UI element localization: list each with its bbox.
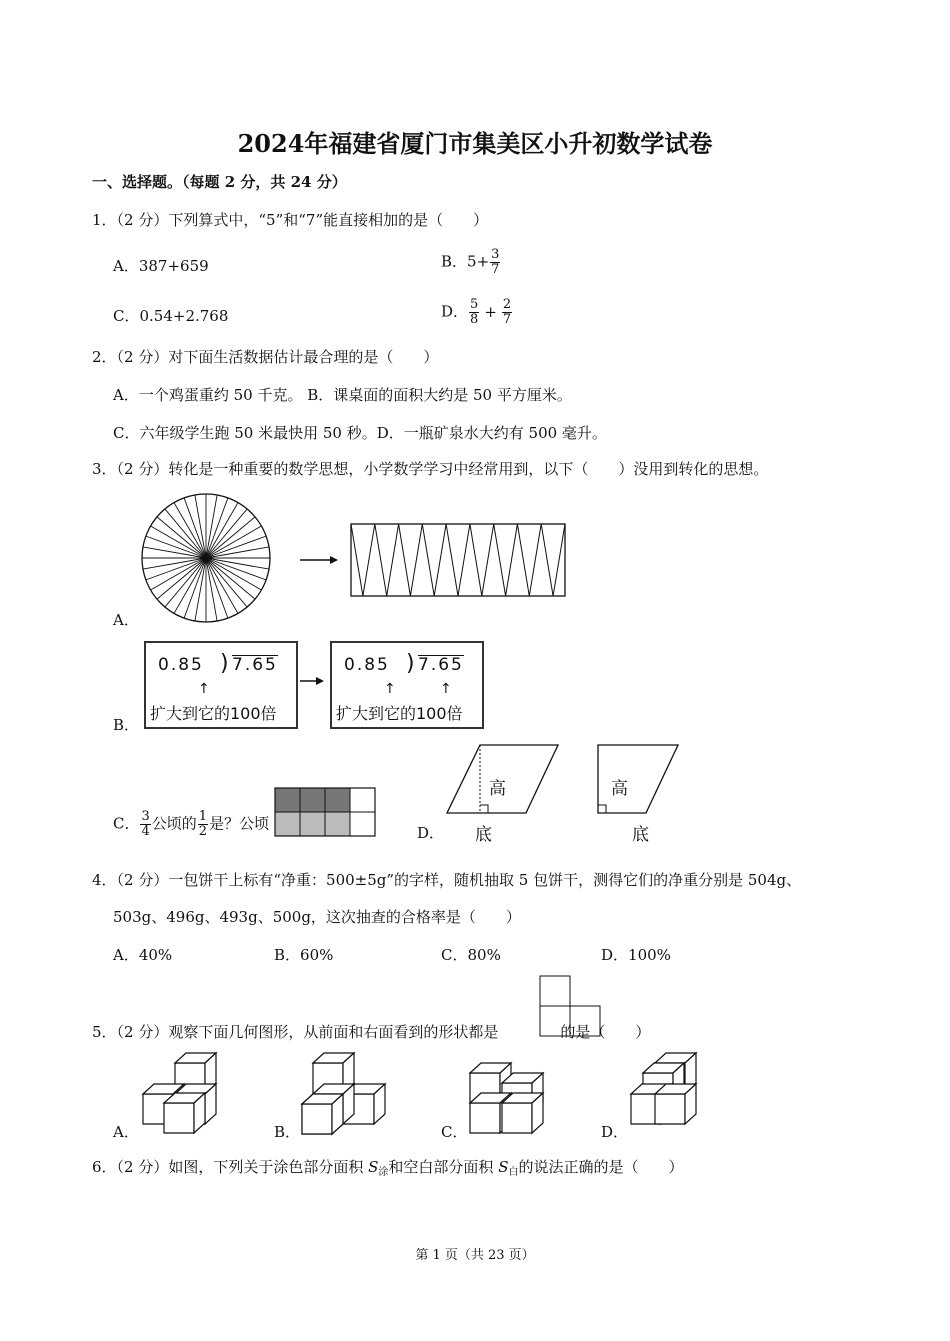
q1-option-a: A．387+659 — [113, 257, 209, 275]
q3-d-base-label-1: 底 — [475, 825, 492, 845]
grid-cell — [275, 788, 300, 812]
q1-d-den2: 7 — [502, 312, 512, 327]
q5-cube-figures — [0, 1050, 950, 1140]
q5-option-c-label: C． — [441, 1123, 468, 1141]
question-4-stem-line2: 503g、496g、493g、500g，这次抽查的合格率是（ ） — [113, 908, 521, 926]
q3-c-suffix: 是？公顷 — [209, 814, 270, 833]
cube — [302, 1094, 343, 1134]
q6-mid: 和空白部分面积 — [388, 1158, 499, 1176]
cube-face — [164, 1103, 194, 1133]
grid-cell — [300, 788, 325, 812]
q1-b-prefix: B．5+ — [441, 252, 490, 271]
q3-b-dividend-right: 7.65 — [418, 655, 464, 675]
q6-s-blank-sub: 白 — [508, 1167, 519, 1178]
q6-s-shaded: S — [368, 1158, 379, 1176]
cube — [164, 1093, 205, 1133]
q3-b-dividend-left: 7.65 — [232, 655, 278, 675]
up-arrow-icon: ↑ — [384, 681, 396, 697]
section-heading: 一、选择题。（每题 2 分，共 24 分） — [92, 173, 347, 191]
q3-c-den1: 4 — [141, 824, 150, 839]
q3-d-figure — [446, 744, 686, 816]
q5-option-a-label: A． — [113, 1123, 139, 1141]
q3-c-grid — [274, 787, 378, 837]
q4-option-c: C．80% — [441, 946, 501, 964]
up-arrow-icon: ↑ — [198, 681, 210, 697]
cube — [655, 1084, 696, 1124]
q1-d-fraction-1 — [469, 298, 479, 327]
cube-face — [470, 1103, 500, 1133]
q6-s-shaded-sub: 涂 — [378, 1167, 389, 1178]
q3-c-num1: 3 — [141, 809, 150, 824]
page-footer: 第 1 页（共 23 页） — [415, 1248, 535, 1263]
q3-c-mid: 公顷的 — [151, 814, 197, 833]
question-6-stem — [92, 1156, 683, 1178]
q3-a-figure — [140, 496, 580, 626]
trapezoid — [598, 745, 678, 813]
arrow-head — [316, 677, 324, 685]
arrow-head — [330, 556, 338, 564]
view-square — [540, 976, 570, 1006]
q3-c-fraction-1 — [140, 810, 150, 839]
q3-d-height-label-2: 高 — [611, 779, 628, 799]
q5-option-d-label: D． — [601, 1123, 629, 1141]
q4-option-d: D．100% — [601, 946, 671, 964]
q3-b-caption-left: 扩大到它的100倍 — [150, 704, 277, 723]
right-angle-mark — [598, 805, 606, 813]
cube-face — [302, 1104, 332, 1134]
q3-b-box-right — [330, 641, 484, 729]
q4-option-a: A．40% — [113, 946, 173, 964]
q3-d-base-label-2: 底 — [632, 825, 649, 845]
q3-option-a-label: A． — [113, 611, 139, 629]
q1-option-c: C．0.54+2.768 — [113, 307, 229, 325]
q3-c-prefix: C． — [113, 814, 140, 833]
view-square — [540, 1006, 570, 1036]
q3-b-box-left — [144, 641, 298, 729]
q3-c-num2: 1 — [198, 809, 208, 824]
q5-stem-post: 的是（ ） — [560, 1023, 651, 1041]
q5-option-b-label: B． — [274, 1123, 301, 1141]
q3-c-den2: 2 — [198, 824, 208, 839]
grid-cell — [275, 812, 300, 836]
q3-option-b-label: B． — [113, 716, 140, 734]
grid-cell — [300, 812, 325, 836]
q1-b-fraction — [490, 248, 500, 277]
up-arrow-icon: ↑ — [440, 681, 452, 697]
question-4-stem-line1: 4．（2 分）一包饼干上标有“净重：500±5g”的字样，随机抽取 5 包饼干，测得它们的净重分别是 504g、 — [92, 871, 802, 889]
q6-post: 的说法正确的是（ ） — [518, 1158, 684, 1176]
zigzag-line — [351, 524, 565, 596]
q3-option-d-label: D． — [417, 824, 445, 842]
q1-d-den1: 8 — [470, 312, 479, 327]
question-1-stem: 1．（2 分）下列算式中，“5”和“7”能直接相加的是（ ） — [92, 211, 489, 229]
q1-d-prefix: D． — [441, 302, 469, 321]
q3-b-bracket-right: ) — [406, 651, 415, 676]
question-2-stem: 2．（2 分）对下面生活数据估计最合理的是（ ） — [92, 348, 439, 366]
q2-options-line1: A．一个鸡蛋重约 50 千克。 B．课桌面的面积大约是 50 平方厘米。 — [113, 386, 572, 404]
grid-cell — [325, 788, 350, 812]
q3-c-fraction-2 — [198, 810, 208, 839]
cube-face — [655, 1094, 685, 1124]
q6-s-blank: S — [498, 1158, 509, 1176]
q1-d-num2: 2 — [502, 297, 512, 312]
q3-d-height-label-1: 高 — [489, 779, 506, 799]
q3-b-divisor-right: 0.85 — [344, 655, 390, 675]
q5-stem-pre: 5．（2 分）观察下面几何图形，从前面和右面看到的形状都是 — [92, 1023, 499, 1041]
q3-b-divisor-left: 0.85 — [158, 655, 204, 675]
view-square — [570, 1006, 600, 1036]
cube-face — [502, 1103, 532, 1133]
q3-b-caption-right: 扩大到它的100倍 — [336, 704, 463, 723]
q3-b-bracket-left: ) — [220, 651, 229, 676]
q1-d-num1: 5 — [470, 297, 479, 312]
q1-d-fraction-2 — [502, 298, 512, 327]
q1-option-b — [441, 248, 501, 277]
q1-b-den: 7 — [491, 262, 500, 277]
cube — [502, 1093, 543, 1133]
q2-options-line2: C．六年级学生跑 50 米最快用 50 秒。D．一瓶矿泉水大约有 500 毫升。 — [113, 424, 607, 442]
q4-option-b: B．60% — [274, 946, 334, 964]
question-3-stem: 3．（2 分）转化是一种重要的数学思想，小学数学学习中经常用到，以下（ ）没用到转化的思想。 — [92, 460, 769, 478]
q6-pre: 6．（2 分）如图，下列关于涂色部分面积 — [92, 1158, 369, 1176]
q1-option-d — [441, 298, 513, 327]
q5-view-shape — [539, 975, 603, 1039]
right-angle-mark — [480, 805, 488, 813]
zigzag-rectangle — [351, 524, 565, 596]
q3-option-c — [113, 810, 269, 839]
q1-b-num: 3 — [491, 247, 500, 262]
page-title: 2024年福建省厦门市集美区小升初数学试卷 — [237, 129, 713, 158]
grid-cell — [325, 812, 350, 836]
q1-d-plus: + — [484, 302, 497, 321]
q3-b-arrow — [300, 676, 324, 686]
